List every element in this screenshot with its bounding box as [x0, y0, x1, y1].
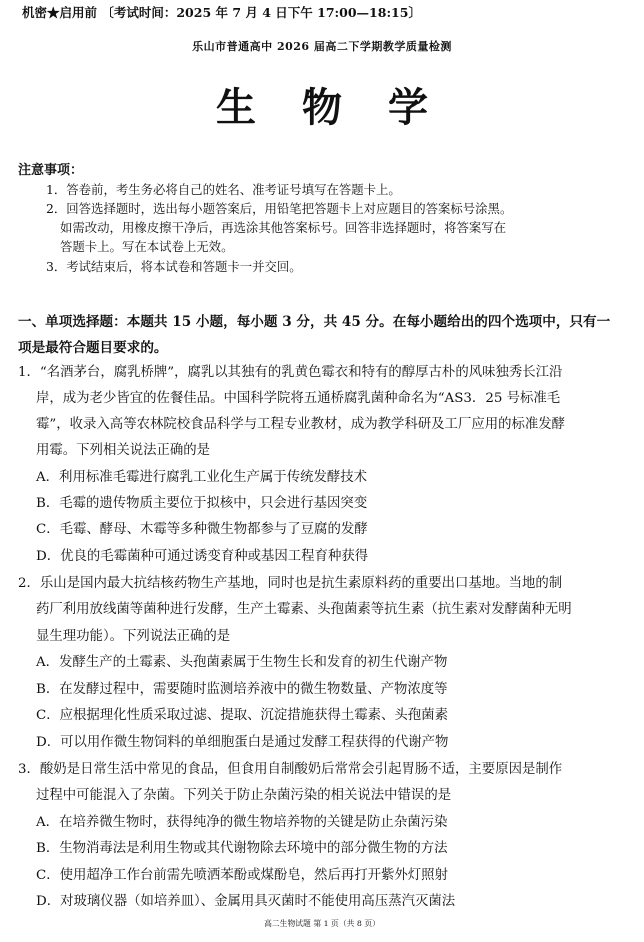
option-d: D．优良的毛霉菌种可通过诱变育种或基因工程育种获得: [36, 549, 369, 564]
option-a: A．利用标准毛霉进行腐乳工业化生产属于传统发酵技术: [36, 470, 368, 485]
question-stem-line: 显生理功能）。下列说法正确的是: [36, 629, 231, 644]
note-line: 如需改动，用橡皮擦干净后，再选涂其他答案标号。回答非选择题时，将答案写在: [60, 220, 507, 235]
option-a: A．在培养微生物时，获得纯净的微生物培养物的关键是防止杂菌污染: [36, 815, 448, 830]
option-a: A．发酵生产的土霉素、头孢菌素属于生物生长和发育的初生代谢产物: [36, 655, 448, 670]
option-d: D．可以用作微生物饲料的单细胞蛋白是通过发酵工程获得的代谢产物: [36, 735, 449, 750]
option-c: C．使用超净工作台前需先喷洒苯酚或煤酚皂，然后再打开紫外灯照射: [36, 868, 448, 883]
section-heading-cont: 项是最符合题目要求的。: [18, 340, 168, 356]
option-d: D．对玻璃仪器（如培养皿）、金属用具灭菌时不能使用高压蒸汽灭菌法: [36, 894, 456, 909]
question-stem-line: 用霉。下列相关说法正确的是: [36, 443, 211, 458]
notes-heading: 注意事项：: [18, 163, 84, 178]
note-line: 2．回答选择题时，选出每小题答案后，用铅笔把答题卡上对应题目的答案标号涂黑。: [46, 201, 513, 216]
question-stem-line: 3．酸奶是日常生活中常见的食品，但食用自制酸奶后常常会引起胃肠不适，主要原因是制作: [18, 762, 563, 777]
option-b: B．毛霉的遗传物质主要位于拟核中，只会进行基因突变: [36, 496, 368, 511]
question-stem-line: 岸，成为老少皆宜的佐餐佳品。中国科学院将五通桥腐乳菌种命名为“AS3．25 号标准毛: [36, 391, 561, 406]
section-heading: 一、单项选择题：本题共 15 小题，每小题 3 分，共 45 分。在每小题给出的四个选项中，只有一: [18, 314, 611, 330]
exam-title: 乐山市普通高中 2026 届高二下学期教学质量检测: [192, 40, 452, 53]
option-b: B．在发酵过程中，需要随时监测培养液中的微生物数量、产物浓度等: [36, 682, 448, 697]
option-b: B．生物消毒法是利用生物或其代谢物除去环境中的部分微生物的方法: [36, 841, 448, 856]
note-line: 1．答卷前，考生务必将自己的姓名、准考证号填写在答题卡上。: [46, 182, 401, 197]
question-stem-line: 霉”，收录入高等农林院校食品科学与工程专业教材，成为教学科研及工厂应用的标准发酵: [36, 417, 566, 432]
question-stem-line: 2．乐山是国内最大抗结核药物生产基地，同时也是抗生素原料药的重要出口基地。当地的制: [18, 576, 563, 591]
confidential-exam-time: 机密★启用前 〔考试时间：2025 年 7 月 4 日下午 17:00—18:15〕: [22, 5, 421, 20]
question-stem-line: 过程中可能混入了杂菌。下列关于防止杂菌污染的相关说法中错误的是: [36, 788, 452, 803]
option-c: C．应根据理化性质采取过滤、提取、沉淀措施获得土霉素、头孢菌素: [36, 708, 448, 723]
option-c: C．毛霉、酵母、木霉等多种微生物都参与了豆腐的发酵: [36, 522, 368, 537]
subject-title: 生物学: [216, 84, 474, 131]
question-stem-line: 1．“名酒茅台，腐乳桥牌”，腐乳以其独有的乳黄色霉衣和特有的醇厚古朴的风味独秀长江沿: [18, 365, 563, 380]
question-stem-line: 药厂利用放线菌等菌种进行发酵，生产土霉素、头孢菌素等抗生素（抗生素对发酵菌种无明: [36, 602, 572, 617]
note-line: 3．考试结束后，将本试卷和答题卡一并交回。: [46, 259, 302, 274]
note-line: 答题卡上。写在本试卷上无效。: [60, 239, 234, 254]
page-footer: 高二生物试题 第 1 页（共 8 页）: [264, 919, 380, 928]
